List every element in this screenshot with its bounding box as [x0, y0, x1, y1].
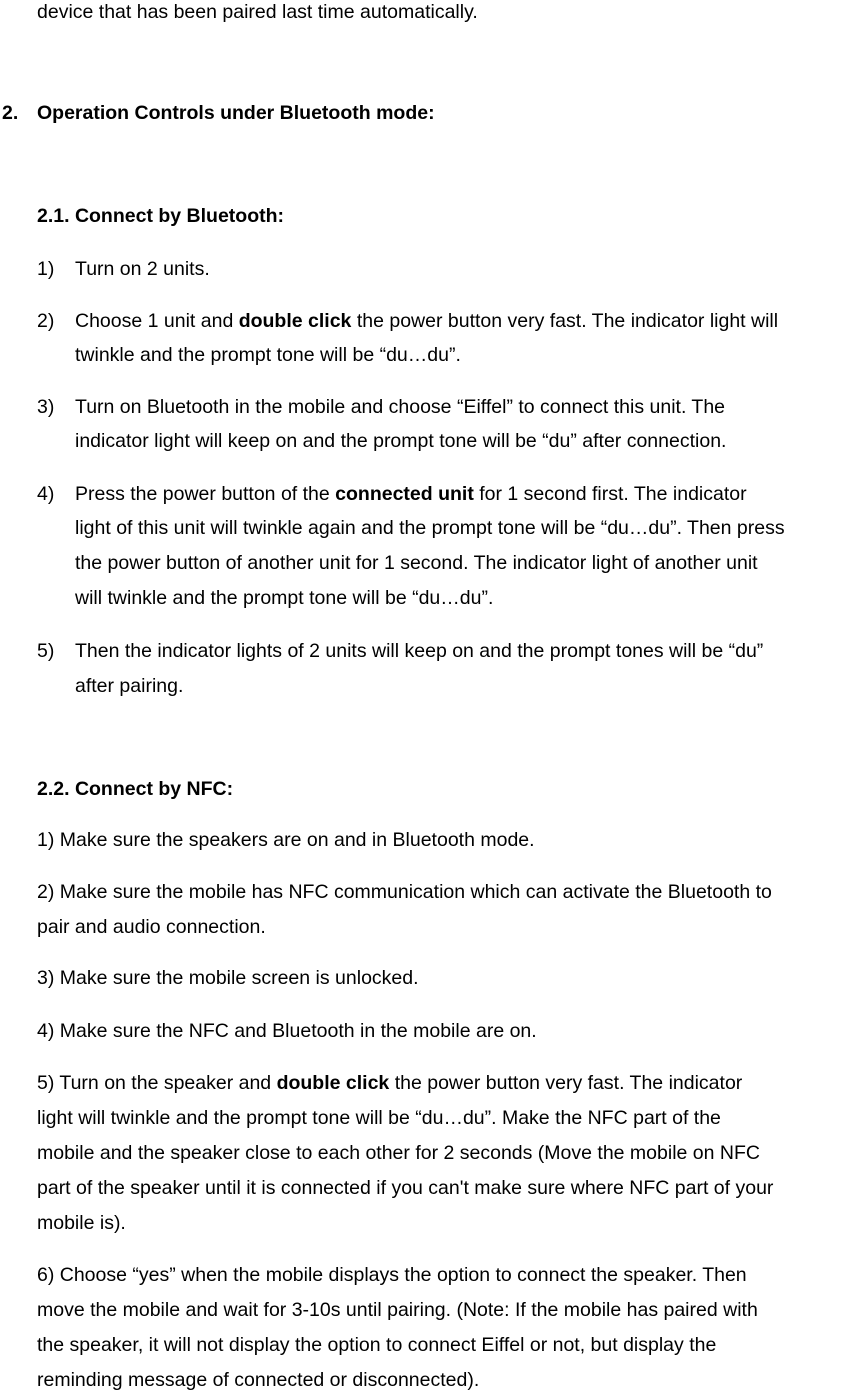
bold-emphasis: connected unit [335, 483, 474, 505]
list-item-text: Turn on 2 units. [75, 258, 210, 280]
list-item-text: Choose 1 unit and double click the power button very fast. The indicator light will [75, 310, 779, 332]
list-item-text: light of this unit will twinkle again and the prompt tone will be “du…du”. Then press [75, 517, 785, 539]
list-item-text: Turn on Bluetooth in the mobile and choose “Eiffel” to connect this unit. The [75, 396, 726, 418]
nfc-step-2-line: pair and audio connection. [37, 916, 266, 938]
nfc-step-5-line: mobile and the speaker close to each other for 2 seconds (Move the mobile on NFC [37, 1142, 760, 1164]
list-item-text: Then the indicator lights of 2 units will keep on and the prompt tones will be “du” [75, 640, 764, 662]
list-item-text: after pairing. [75, 675, 184, 697]
bold-emphasis: double click [238, 310, 352, 332]
nfc-step-6-line: move the mobile and wait for 3-10s until pairing. (Note: If the mobile has paired with [37, 1299, 758, 1321]
list-item-text: twinkle and the prompt tone will be “du…du”. [75, 344, 461, 366]
nfc-step-6-line: 6) Choose “yes” when the mobile displays the option to connect the speaker. Then [37, 1264, 747, 1286]
subsection-2-1-heading: 2.1. Connect by Bluetooth: [37, 205, 285, 227]
subsection-2-2-heading: 2.2. Connect by NFC: [37, 778, 234, 800]
list-item-text: indicator light will keep on and the prompt tone will be “du” after connection. [75, 430, 727, 452]
list-item-number: 4) [37, 483, 55, 505]
list-item-number: 2) [37, 310, 55, 332]
nfc-step-4: 4) Make sure the NFC and Bluetooth in the mobile are on. [37, 1020, 537, 1042]
nfc-step-1: 1) Make sure the speakers are on and in Bluetooth mode. [37, 829, 535, 851]
nfc-step-5-line: mobile is). [37, 1212, 126, 1234]
bold-emphasis: double click [276, 1072, 390, 1094]
nfc-step-6-line: reminding message of connected or disconnected). [37, 1369, 480, 1391]
list-item-number: 5) [37, 640, 55, 662]
intro-tail-text: device that has been paired last time automatically. [37, 1, 478, 23]
section-2-title: Operation Controls under Bluetooth mode: [37, 102, 435, 124]
nfc-step-5-line: 5) Turn on the speaker and double click the power button very fast. The indicator [37, 1072, 743, 1094]
list-item-number: 1) [37, 258, 55, 280]
nfc-step-3: 3) Make sure the mobile screen is unlocked. [37, 967, 419, 989]
list-item-text: Press the power button of the connected unit for 1 second first. The indicator [75, 483, 747, 505]
list-item-text: will twinkle and the prompt tone will be “du…du”. [75, 587, 494, 609]
nfc-step-6-line: the speaker, it will not display the option to connect Eiffel or not, but display the [37, 1334, 717, 1356]
list-item-number: 3) [37, 396, 55, 418]
nfc-step-2-line: 2) Make sure the mobile has NFC communication which can activate the Bluetooth to [37, 881, 772, 903]
list-item-text: the power button of another unit for 1 second. The indicator light of another unit [75, 552, 758, 574]
nfc-step-5-line: light will twinkle and the prompt tone will be “du…du”. Make the NFC part of the [37, 1107, 721, 1129]
section-2-number: 2. [2, 102, 19, 124]
nfc-step-5-line: part of the speaker until it is connected if you can't make sure where NFC part of your [37, 1177, 774, 1199]
